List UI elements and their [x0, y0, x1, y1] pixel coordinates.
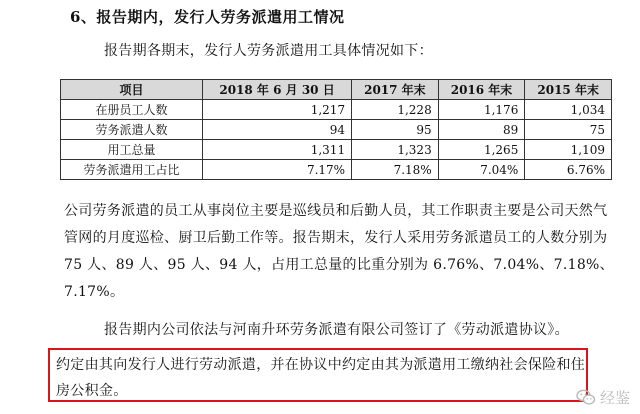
cell-value: 89 — [438, 120, 525, 140]
cell-value: 1,217 — [203, 100, 352, 120]
row-label: 用工总量 — [61, 140, 203, 160]
body-paragraph-1: 公司劳务派遣的员工从事岗位主要是巡线员和后勤人员，其工作职责主要是公司天然气管网的月度巡检、厨卫后勤工作等。报告期末，发行人采用劳务派遣员工的人数分别为 75 人、89 人、95 人、94 人，占用工总量的比重分别为 6.76%、7.04%、7.18%、7.17%。 — [64, 203, 614, 300]
cell-value: 1,109 — [525, 140, 612, 160]
header-2015: 2015 年末 — [525, 80, 612, 100]
wechat-icon — [576, 389, 596, 406]
table-row — [61, 140, 612, 160]
cell-value: 1,323 — [352, 140, 439, 160]
cell-value: 6.76% — [525, 160, 612, 180]
header-item: 项目 — [61, 80, 203, 100]
body-paragraph-2: 报告期内公司依法与河南升环劳务派遣有限公司签订了《劳动派遣协议》。 — [104, 322, 569, 338]
table-header-row — [61, 80, 612, 100]
table-row — [61, 100, 612, 120]
watermark — [576, 387, 630, 408]
row-label: 在册员工人数 — [61, 100, 203, 120]
row-label: 劳务派遣人数 — [61, 120, 203, 140]
watermark-text: 经鉴 — [599, 389, 630, 407]
cell-value: 1,265 — [438, 140, 525, 160]
labor-dispatch-table — [60, 79, 612, 180]
cell-value: 1,034 — [525, 100, 612, 120]
section-heading: 6、报告期内，发行人劳务派遣用工情况 — [70, 8, 345, 26]
header-2018-06-30: 2018 年 6 月 30 日 — [203, 80, 352, 100]
row-label: 劳务派遣用工占比 — [61, 160, 203, 180]
highlighted-paragraph: 约定由其向发行人进行劳动派遣，并在协议中约定由其为派遣用工缴纳社会保险和住房公积金。 — [56, 357, 586, 399]
cell-value: 1,311 — [203, 140, 352, 160]
cell-value: 1,228 — [352, 100, 439, 120]
header-2017: 2017 年末 — [352, 80, 439, 100]
cell-value: 7.17% — [203, 160, 352, 180]
cell-value: 7.04% — [438, 160, 525, 180]
cell-value: 7.18% — [352, 160, 439, 180]
cell-value: 94 — [203, 120, 352, 140]
cell-value: 95 — [352, 120, 439, 140]
table-row — [61, 160, 612, 180]
cell-value: 75 — [525, 120, 612, 140]
header-2016: 2016 年末 — [438, 80, 525, 100]
cell-value: 1,176 — [438, 100, 525, 120]
intro-text: 报告期各期末，发行人劳务派遣用工具体情况如下： — [104, 43, 433, 59]
table-row — [61, 120, 612, 140]
